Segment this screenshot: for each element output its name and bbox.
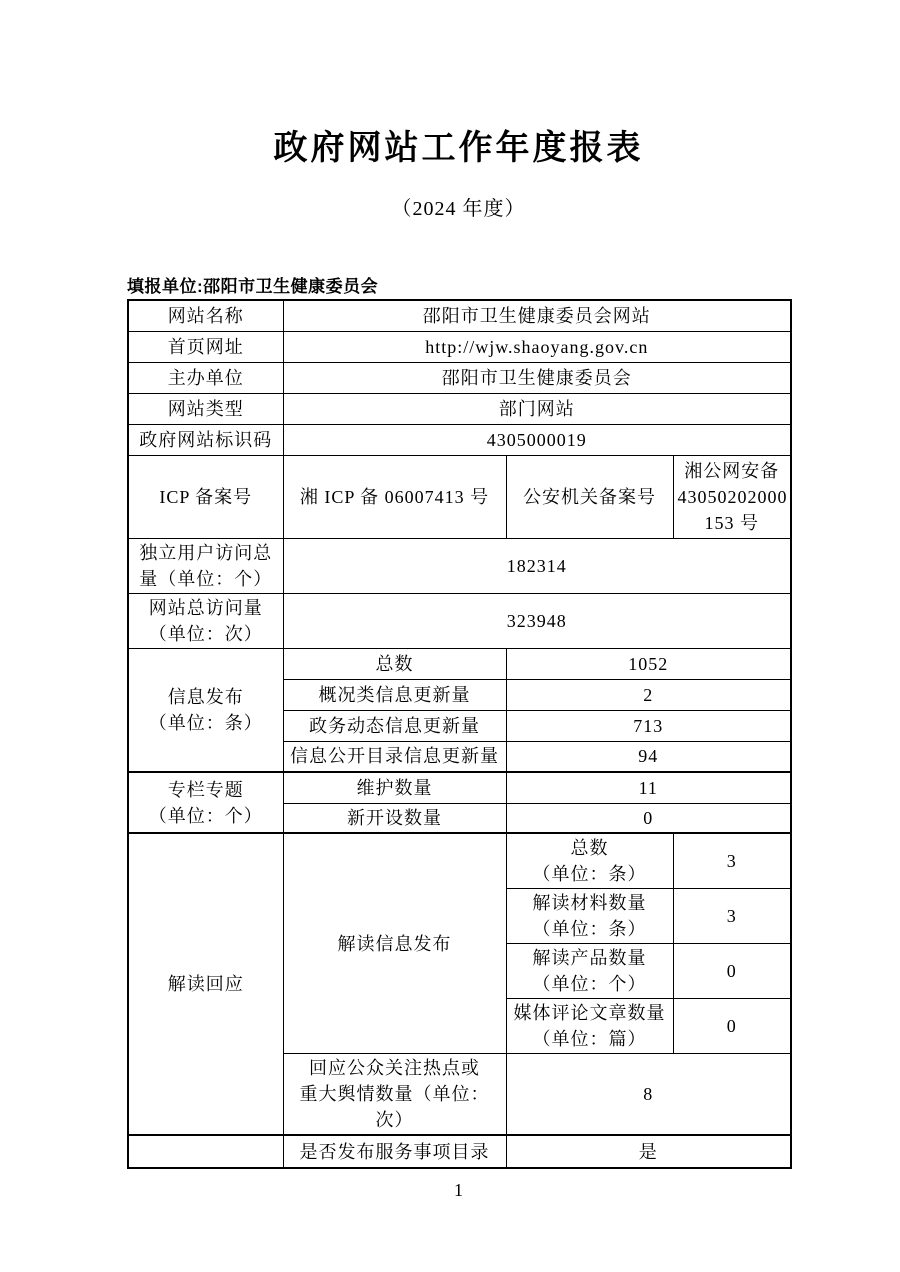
table-row [128,393,791,424]
interpretation-total-value: 3 [673,833,791,889]
interpretation-material-label: 解读材料数量 （单位：条） [506,889,673,944]
table-row [128,593,791,648]
info-publish-directory-value: 94 [506,741,791,772]
total-visits-label: 网站总访问量 （单位：次） [128,593,283,648]
columns-new-value: 0 [506,803,791,833]
reporting-unit: 填报单位:邵阳市卫生健康委员会 [127,277,379,296]
annual-report-table [127,299,792,1169]
unique-visitors-value: 182314 [283,538,791,593]
columns-maintained-label: 维护数量 [283,772,506,803]
service-catalog-label: 是否发布服务事项目录 [283,1135,506,1168]
info-publish-overview-value: 2 [506,679,791,710]
info-publish-directory-label: 信息公开目录信息更新量 [283,741,506,772]
interpretation-material-value: 3 [673,889,791,944]
empty-cell [128,1135,283,1168]
hotspot-response-value: 8 [506,1054,791,1136]
page-number: 1 [454,1180,463,1200]
table-row [128,772,791,803]
table-row [128,331,791,362]
icp-value: 湘 ICP 备 06007413 号 [283,455,506,538]
columns-new-label: 新开设数量 [283,803,506,833]
table-row [128,1135,791,1168]
hotspot-response-label: 回应公众关注热点或 重大舆情数量（单位： 次） [283,1054,506,1136]
table-row [128,538,791,593]
page-title: 政府网站工作年度报表 [273,129,644,167]
site-name-value: 邵阳市卫生健康委员会网站 [283,300,791,331]
site-id-value: 4305000019 [283,424,791,455]
info-publish-group-label: 信息发布 （单位：条） [128,648,283,772]
table-row [128,648,791,679]
table-row [128,424,791,455]
columns-topics-group-label: 专栏专题 （单位：个） [128,772,283,833]
police-filing-value: 湘公网安备 43050202000 153 号 [673,455,791,538]
page-subtitle: （2024 年度） [391,198,526,220]
interpretation-media-label: 媒体评论文章数量 （单位：篇） [506,999,673,1054]
unique-visitors-label: 独立用户访问总量（单位：个） [128,538,283,593]
sponsor-label: 主办单位 [128,362,283,393]
interpretation-product-label: 解读产品数量 （单位：个） [506,944,673,999]
interpretation-total-label: 总数 （单位：条） [506,833,673,889]
interpretation-publish-label: 解读信息发布 [283,833,506,1054]
police-filing-label: 公安机关备案号 [506,455,673,538]
table-row [128,833,791,889]
site-type-value: 部门网站 [283,393,791,424]
sponsor-value: 邵阳市卫生健康委员会 [283,362,791,393]
info-publish-total-value: 1052 [506,648,791,679]
table-row [128,455,791,538]
interpretation-media-value: 0 [673,999,791,1054]
columns-maintained-value: 11 [506,772,791,803]
site-id-label: 政府网站标识码 [128,424,283,455]
table-row [128,300,791,331]
info-publish-news-value: 713 [506,710,791,741]
interpretation-product-value: 0 [673,944,791,999]
icp-label: ICP 备案号 [128,455,283,538]
info-publish-overview-label: 概况类信息更新量 [283,679,506,710]
total-visits-value: 323948 [283,593,791,648]
table-row [128,362,791,393]
info-publish-total-label: 总数 [283,648,506,679]
home-url-value: http://wjw.shaoyang.gov.cn [283,331,791,362]
home-url-label: 首页网址 [128,331,283,362]
site-type-label: 网站类型 [128,393,283,424]
service-catalog-value: 是 [506,1135,791,1168]
interpretation-group-label: 解读回应 [128,833,283,1135]
info-publish-news-label: 政务动态信息更新量 [283,710,506,741]
site-name-label: 网站名称 [128,300,283,331]
